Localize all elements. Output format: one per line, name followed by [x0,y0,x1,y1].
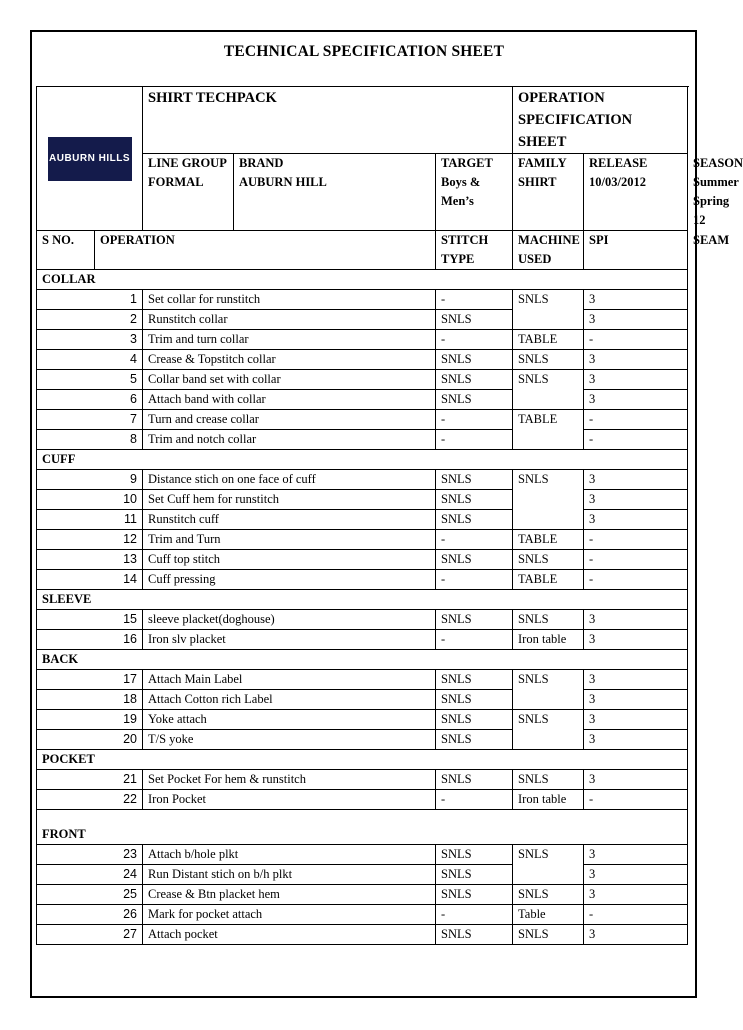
stitch-type-cell: - [436,530,513,550]
stitch-type-cell: - [436,410,513,430]
spi-cell: - [584,410,688,430]
machine-cell: Iron table [513,630,584,650]
operation-cell: Iron Pocket [143,790,436,810]
row-number: 2 [37,310,143,330]
machine-cell: SNLS [513,470,584,490]
spi-cell: - [584,550,688,570]
operation-cell: T/S yoke [143,730,436,750]
row-number: 4 [37,350,143,370]
col-machine: MACHINE USED [513,231,584,270]
operation-cell: Mark for pocket attach [143,905,436,925]
operation-cell: Distance stich on one face of cuff [143,470,436,490]
machine-cell: SNLS [513,885,584,905]
spi-cell: 3 [584,630,688,650]
stitch-type-cell: SNLS [436,730,513,750]
spi-cell: 3 [584,310,688,330]
row-number: 26 [37,905,143,925]
operation-cell: Cuff pressing [143,570,436,590]
table-row [37,530,688,550]
row-number: 21 [37,770,143,790]
machine-cell: SNLS [513,290,584,310]
stitch-type-cell: SNLS [436,845,513,865]
brand-cell: BRAND AUBURN HILL [234,154,436,231]
row-number: 15 [37,610,143,630]
spi-cell: - [584,430,688,450]
spi-cell: 3 [584,390,688,410]
table-row [37,730,688,750]
stitch-type-cell: - [436,905,513,925]
row-number: 6 [37,390,143,410]
table-row [37,470,688,490]
machine-cell: TABLE [513,330,584,350]
section-label: BACK [37,650,688,670]
techpack-title: SHIRT TECHPACK [143,87,513,154]
spi-cell: 3 [584,845,688,865]
stitch-type-cell: SNLS [436,510,513,530]
stitch-type-cell: SNLS [436,550,513,570]
table-row [37,790,688,810]
machine-cell: SNLS [513,845,584,865]
machine-cell [513,430,584,450]
table-row [37,925,688,945]
row-number: 25 [37,885,143,905]
operation-cell: Crease & Topstitch collar [143,350,436,370]
spi-cell: 3 [584,925,688,945]
machine-cell [513,510,584,530]
spi-cell: 3 [584,490,688,510]
auburn-hills-logo: AUBURN HILLS [48,137,132,181]
column-header-row: S NO. OPERATION STITCH TYPE MACHINE USED SPI SEAM [37,231,688,270]
table-row [37,670,688,690]
row-number: 12 [37,530,143,550]
table-row [37,430,688,450]
stitch-type-cell: SNLS [436,690,513,710]
operation-cell: Set Cuff hem for runstitch [143,490,436,510]
operation-cell: Crease & Btn placket hem [143,885,436,905]
stitch-type-cell: SNLS [436,470,513,490]
machine-cell [513,730,584,750]
section-row-cuff [37,450,688,470]
col-stitch: STITCH TYPE [436,231,513,270]
logo-cell [37,87,143,231]
table-row [37,390,688,410]
machine-cell: SNLS [513,350,584,370]
row-number: 11 [37,510,143,530]
section-row-collar [37,270,688,290]
spi-cell: 3 [584,770,688,790]
spacer-row [37,810,688,819]
row-number: 9 [37,470,143,490]
table-row [37,350,688,370]
table-row [37,610,688,630]
table-row [37,370,688,390]
table-row [37,845,688,865]
machine-cell: SNLS [513,370,584,390]
stitch-type-cell: SNLS [436,350,513,370]
operation-cell: Set collar for runstitch [143,290,436,310]
spi-cell: 3 [584,885,688,905]
stitch-type-cell: - [436,790,513,810]
operation-cell: Trim and Turn [143,530,436,550]
row-number: 5 [37,370,143,390]
table-row [37,310,688,330]
machine-cell: SNLS [513,770,584,790]
machine-cell: SNLS [513,670,584,690]
spi-cell: 3 [584,670,688,690]
row-number: 18 [37,690,143,710]
operation-cell: Iron slv placket [143,630,436,650]
operation-cell: Yoke attach [143,710,436,730]
operation-cell: Run Distant stich on b/h plkt [143,865,436,885]
row-number: 23 [37,845,143,865]
table-row [37,490,688,510]
table-row [37,865,688,885]
row-number: 10 [37,490,143,510]
row-number: 22 [37,790,143,810]
operation-cell: Set Pocket For hem & runstitch [143,770,436,790]
stitch-type-cell: SNLS [436,390,513,410]
machine-cell: TABLE [513,570,584,590]
section-label: COLLAR [37,270,688,290]
stitch-type-cell: - [436,570,513,590]
operation-cell: sleeve placket(doghouse) [143,610,436,630]
spi-cell: 3 [584,730,688,750]
operation-cell: Runstitch collar [143,310,436,330]
op-spec-title: OPERATION SPECIFICATION SHEET [513,87,688,154]
row-number: 27 [37,925,143,945]
stitch-type-cell: - [436,430,513,450]
section-row-sleeve [37,590,688,610]
operation-cell: Attach pocket [143,925,436,945]
release-cell: RELEASE 10/03/2012 [584,154,688,231]
table-row [37,690,688,710]
row-number: 3 [37,330,143,350]
machine-cell [513,310,584,330]
row-number: 8 [37,430,143,450]
table-row [37,905,688,925]
machine-cell: SNLS [513,925,584,945]
machine-cell: Table [513,905,584,925]
col-operation: OPERATION [95,231,436,270]
spi-cell: 3 [584,470,688,490]
col-sno: S NO. [37,231,95,270]
spi-cell: - [584,330,688,350]
spi-cell: 3 [584,370,688,390]
section-label: FRONT [37,818,688,845]
machine-cell: TABLE [513,410,584,430]
machine-cell: SNLS [513,550,584,570]
stitch-type-cell: - [436,290,513,310]
stitch-type-cell: SNLS [436,925,513,945]
stitch-type-cell: SNLS [436,370,513,390]
operation-cell: Attach Cotton rich Label [143,690,436,710]
row-number: 14 [37,570,143,590]
spec-table: AUBURN HILLS SHIRT TECHPACK OPERATION SPECIFICATION SHEET LINE GROUP FORMAL BRAND AUBURN HILL TARGET Boys & Men’s FAMILY SHIRT RELEASE 10/03/2012 SEASON Summer Spring 12 S NO. OPERATION STITCH TYPE MACHINE USED SPI SEAM COLLAR 1 Set collar for runstitch - SNLS 3 2 Runstitch collar SNLS 3 3 Trim and turn collar - TABLE - 4 Crease & Topstitch collar SNLS SNLS 3 5 Collar band set with collar SNLS SNLS 3 6 Attach band with collar SNLS 3 7 Turn and crease collar - TABLE - 8 Trim and notch collar - - CUFF 9 Distance stich on one face of cuff SNLS SNLS 3 10 Set Cuff hem for runstitch SNLS 3 11 Runstitch cuff SNLS 3 12 Trim and Turn - TABLE - 13 Cuff top stitch SNLS SNLS - 14 Cuff pressing - TABLE - SLEEVE 15 sleeve placket(doghouse) SNLS SNLS 3 16 Iron slv placket - Iron table 3 BACK 17 Attach Main Label SNLS SNLS 3 18 Attach Cotton rich Label SNLS 3 19 Yoke attach SNLS SNLS 3 20 T/S yoke SNLS 3 POCKET 21 Set Pocket For hem & runstitch SNLS SNLS 3 22 Iron Pocket - Iron table - FRONT 23 Attach b/hole plkt SNLS SNLS 3 24 Run Distant stich on b/h plkt SNLS 3 25 Crease & Btn placket hem SNLS SNLS 3 26 Mark for pocket attach - Table - 27 Attach pocket SNLS SNLS 3 [36,86,688,945]
table-row [37,630,688,650]
table-row [37,330,688,350]
spi-cell: 3 [584,610,688,630]
operation-cell: Cuff top stitch [143,550,436,570]
section-label: POCKET [37,750,688,770]
operation-cell: Attach b/hole plkt [143,845,436,865]
machine-cell [513,690,584,710]
operation-cell: Trim and notch collar [143,430,436,450]
spi-cell: - [584,530,688,550]
machine-cell [513,490,584,510]
row-number: 19 [37,710,143,730]
section-label: SLEEVE [37,590,688,610]
machine-cell: SNLS [513,710,584,730]
operation-cell: Runstitch cuff [143,510,436,530]
stitch-type-cell: - [436,330,513,350]
target-cell: TARGET Boys & Men’s [436,154,513,231]
row-number: 7 [37,410,143,430]
table-row [37,290,688,310]
section-row-front [37,818,688,845]
operation-cell: Turn and crease collar [143,410,436,430]
table-row [37,885,688,905]
stitch-type-cell: SNLS [436,710,513,730]
row-number: 17 [37,670,143,690]
line-group-cell: LINE GROUP FORMAL [143,154,234,231]
operation-cell: Attach band with collar [143,390,436,410]
machine-cell [513,865,584,885]
stitch-type-cell: - [436,630,513,650]
col-spi: SPI [584,231,688,270]
spacer-cell [37,810,688,819]
spec-sheet [36,86,743,945]
stitch-type-cell: SNLS [436,310,513,330]
operation-cell: Collar band set with collar [143,370,436,390]
table-row [37,510,688,530]
row-number: 1 [37,290,143,310]
stitch-type-cell: SNLS [436,610,513,630]
document-title: TECHNICAL SPECIFICATION SHEET [223,43,505,60]
table-row [37,410,688,430]
operation-cell: Trim and turn collar [143,330,436,350]
spi-cell: - [584,905,688,925]
spi-cell: 3 [584,290,688,310]
row-number: 16 [37,630,143,650]
spi-cell: 3 [584,350,688,370]
stitch-type-cell: SNLS [436,865,513,885]
stitch-type-cell: SNLS [436,670,513,690]
stitch-type-cell: SNLS [436,490,513,510]
table-row [37,570,688,590]
spi-cell: 3 [584,690,688,710]
header-row-top [37,87,688,154]
family-cell: FAMILY SHIRT [513,154,584,231]
table-row [37,550,688,570]
machine-cell [513,390,584,410]
table-row [37,710,688,730]
stitch-type-cell: SNLS [436,770,513,790]
stitch-type-cell: SNLS [436,885,513,905]
row-number: 24 [37,865,143,885]
spi-cell: 3 [584,510,688,530]
machine-cell: SNLS [513,610,584,630]
machine-cell: Iron table [513,790,584,810]
machine-cell: TABLE [513,530,584,550]
row-number: 13 [37,550,143,570]
row-number: 20 [37,730,143,750]
section-row-back [37,650,688,670]
operation-cell: Attach Main Label [143,670,436,690]
spi-cell: - [584,790,688,810]
spi-cell: 3 [584,865,688,885]
spi-cell: 3 [584,710,688,730]
spi-cell: - [584,570,688,590]
section-label: CUFF [37,450,688,470]
table-row [37,770,688,790]
section-row-pocket [37,750,688,770]
